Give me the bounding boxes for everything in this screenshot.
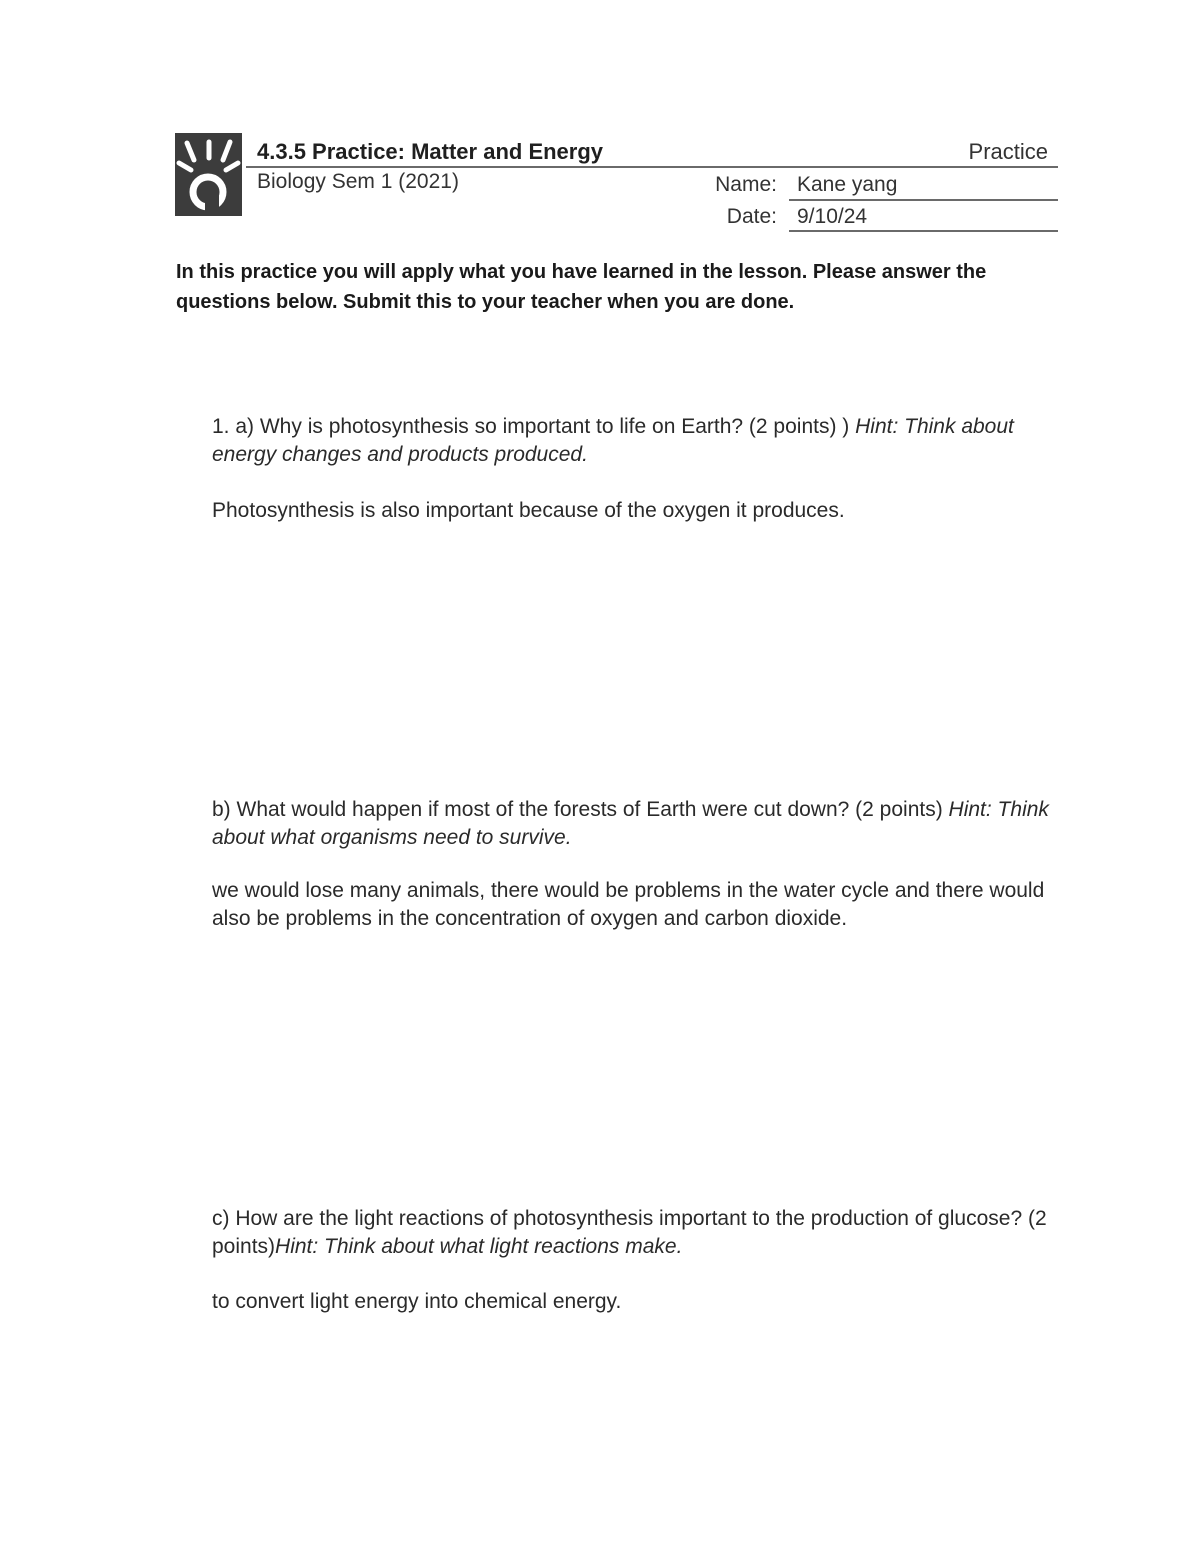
question-hint: Hint: Think about energy changes and products produced. — [212, 415, 1014, 466]
date-underline — [789, 230, 1058, 232]
date-value: 9/10/24 — [797, 205, 868, 228]
sunburst-logo-icon — [175, 133, 242, 216]
question-prompt: 1. a) Why is photosynthesis so important to life on Earth? (2 points) ) — [212, 415, 856, 438]
document-type: Practice — [968, 139, 1048, 164]
question-hint: Hint: Think about what organisms need to survive. — [212, 798, 1049, 849]
course-name: Biology Sem 1 (2021) — [257, 170, 459, 193]
question-hint: Hint: Think about what light reactions make. — [275, 1235, 683, 1258]
question-prompt: c) How are the light reactions of photosynthesis important to the production of glucose? (2 points) — [212, 1207, 1047, 1258]
name-value: Kane yang — [797, 173, 898, 196]
question-prompt: b) What would happen if most of the forests of Earth were cut down? (2 points) — [212, 798, 949, 821]
instructions: In this practice you will apply what you have learned in the lesson. Please answer the questions below. Submit this to your teacher when you are done. — [176, 261, 987, 313]
question-1c — [212, 1205, 1062, 1261]
question-1b — [212, 796, 1062, 852]
name-label: Name: — [715, 173, 777, 196]
name-underline — [789, 199, 1058, 201]
answer-1a: Photosynthesis is also important because of the oxygen it produces. — [212, 499, 845, 522]
answer-1c: to convert light energy into chemical energy. — [212, 1290, 622, 1313]
page-title: 4.3.5 Practice: Matter and Energy — [257, 139, 604, 164]
date-label: Date: — [726, 205, 777, 228]
answer-1b: we would lose many animals, there would be problems in the water cycle and there would also be problems in the concentration of oxygen and carbon dioxide. — [212, 879, 1045, 930]
question-1a — [212, 413, 1062, 469]
header-divider — [246, 166, 1058, 168]
